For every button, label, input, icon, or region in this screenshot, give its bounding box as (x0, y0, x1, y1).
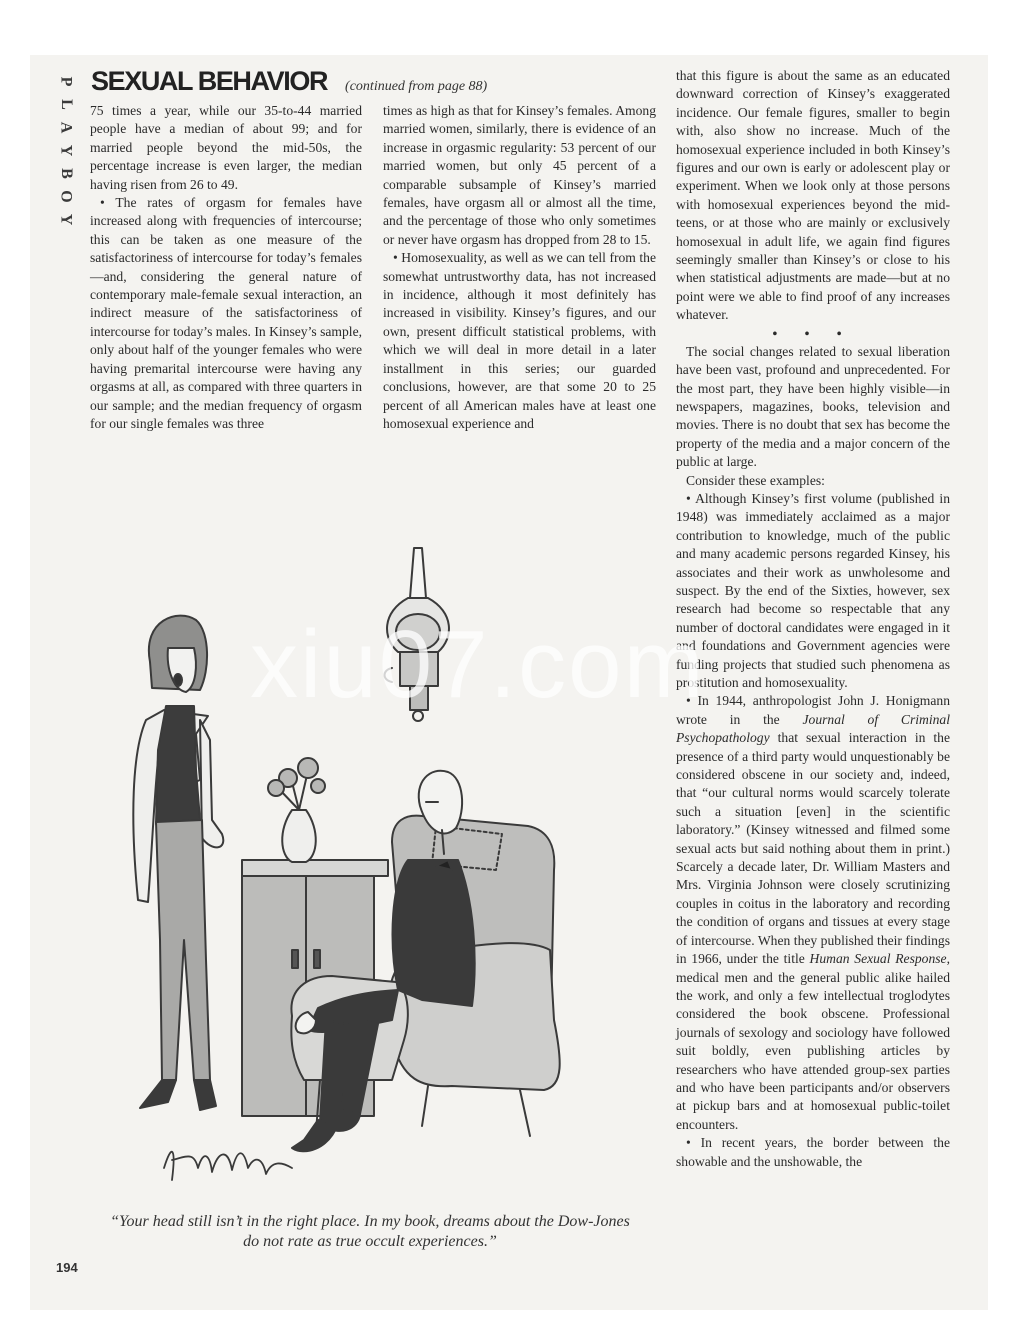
page-number: 194 (56, 1260, 78, 1275)
standing-woman-figure (133, 616, 223, 1110)
journal-title: Journal of Criminal Psychopathology (676, 711, 951, 746)
text-column-3 (676, 67, 950, 1171)
spine-letter: L (57, 99, 75, 110)
paragraph: • Homosexuality, as well as we can tell from the somewhat untrustworthy data, has not increased in incidence, although it most definitely has increased in visibility. Kinsey’s figures, and our own, present difficult statistical problems, with which we will deal in more detail in a later installment in this series; our guarded conclusions, however, are that some 20 to 25 percent of all American males have at least one homosexual experience and (383, 250, 656, 431)
paragraph: Consider these examples: (686, 472, 825, 488)
paragraph (676, 692, 950, 1134)
paragraph: times as high as that for Kinsey’s females. Among married women, similarly, there is evidence of an increase in orgasmic regularity: 53 percent of our married women, but only 45 percent of a comparable subsample of Kinsey’s married females, have orgasm all or almost all the time, and the percentage of those who only sometimes or never have orgasm has dropped from 28 to 15. (383, 103, 656, 247)
cartoon-caption: “Your head still isn’t in the right place. In my book, dreams about the Dow-Jones do not rate as true occult experiences.” (110, 1213, 630, 1250)
spine-letter: O (57, 190, 75, 203)
paragraph: 75 times a year, while our 35-to-44 married people have a median of about 99; and for married people beyond the mid-50s, the percentage increase is even larger, the median having risen from 26 to 49. (90, 103, 362, 192)
spine-letter: B (57, 168, 75, 179)
spine-letter: Y (57, 213, 75, 226)
paragraph: The social changes related to sexual liberation have been vast, profound and unprecedented. For the most part, they have been highly visible—in newspapers, magazines, books, television and movies. There is no doubt that sex has become the property of the media and a major concern of the public at large. (676, 343, 950, 470)
paragraph: • Although Kinsey’s first volume (published in 1948) was immediately acclaimed as a major contribution to knowledge, much of the public and many academic persons regarded Kinsey, his associates and their work as unwholesome and suspect. By the end of the Sixties, however, sex research had become so respectable that any number of doctoral candidates were engaged in it and foundations and Government agencies were funding projects that studied such phenomena as prostitution and homosexuality. (676, 490, 950, 690)
book-title: Human Sexual Response (809, 951, 947, 967)
text-run: • In 1944, anthropologist John J. Honigmann wrote in the (676, 693, 950, 727)
magazine-spine-logo (56, 70, 76, 231)
watermark: xiu07.com (250, 611, 706, 718)
spine-letter: Y (57, 144, 75, 157)
paragraph: that this figure is about the same as an educated downward correction of Kinsey’s exaggerated incidence. Our female figures, smaller to begin with, also show no increase. Much of the homosexual experience included in both Kinsey’s figures and our own is early or adolescent play or experiment. When we look only at those persons with homosexual experiences beyond the mid-teens, or at those who are mainly or exclusively homosexual in adult life, we again find figures seemingly smaller than Kinsey’s or close to his when statistical adjustments are made—but at no point were we able to find proof of any increases whatever. (676, 68, 950, 323)
article-header (91, 66, 487, 97)
section-title: SEXUAL BEHAVIOR (91, 66, 328, 96)
continued-note: (continued from page 88) (345, 79, 488, 94)
text-column-2 (383, 102, 656, 433)
flower-vase-icon (268, 758, 325, 862)
paragraph: • In recent years, the border between the showable and the unshowable, the (676, 1135, 950, 1169)
artist-signature-icon (164, 1152, 292, 1180)
text-column-1 (90, 102, 362, 433)
paragraph: • The rates of orgasm for females have increased along with frequencies of intercourse; this can be taken as one measure of the satisfactoriness of intercourse for today’s females—and, considering the general nature of contemporary male-female sexual interaction, an indirect measure of the satisfactoriness of intercourse for today’s males. In Kinsey’s sample, only about half of the younger females who were having premarital intercourse were having any orgasms at all, as compared with three quarters in our sample; and the median frequency of orgasm for our single females was three (90, 195, 362, 431)
spine-letter: A (57, 121, 75, 134)
text-run: , medical men and the general public alike hailed the work, and only a few intellectual troglodytes considered the book obscene. Professional journals of sexology and sociology have followed suit boldly, even publishing articles by researchers who have attended group-sex parties and who have been participants and/or observers at pickup bars and at homosexual public-toilet encounters. (676, 951, 950, 1132)
section-separator: • • • (772, 325, 854, 341)
spine-letter: P (57, 76, 75, 87)
text-run: that sexual interaction in the presence of a third party would unquestionably be considered obscene in our society and, indeed, that “our cultural norms would scarcely tolerate such a situation [even] in the scientific laboratory.” (Kinsey witnessed and filmed some sexual acts but said nothing about them in print.) Scarcely a decade later, Dr. William Masters and Mrs. Virginia Johnson were closely scrutinizing couples in coitus in the laboratory and recording the condition of organs and tissues at every stage of intercourse. When they published their findings in 1966, under the title (676, 730, 950, 967)
